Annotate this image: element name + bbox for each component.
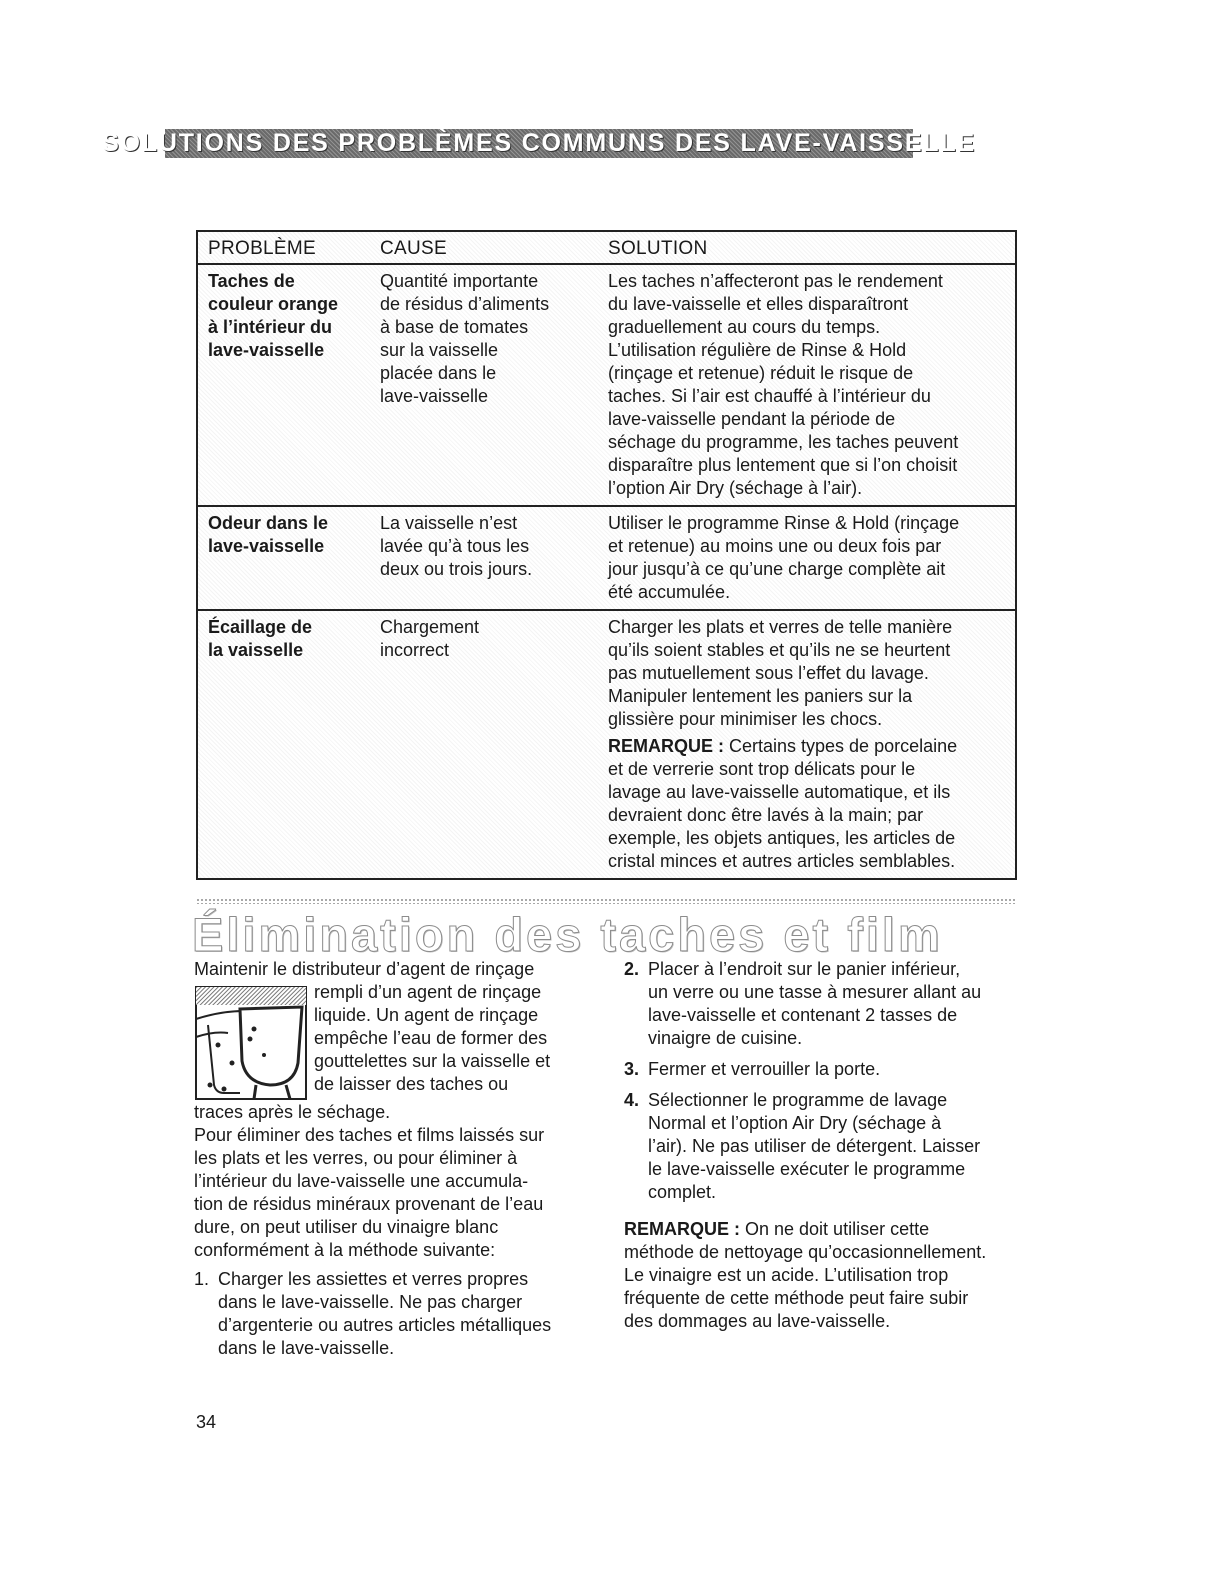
list-item bbox=[624, 1058, 1020, 1081]
line: à l’intérieur du bbox=[208, 317, 333, 337]
line: lave-vaisselle bbox=[208, 536, 325, 556]
intro-wrap-line: empêche l’eau de former des bbox=[314, 1028, 548, 1048]
line: Chargement bbox=[380, 617, 480, 637]
line: (rinçage et retenue) réduit le risque de bbox=[608, 363, 914, 383]
line: dure, on peut utiliser du vinaigre blanc bbox=[194, 1217, 499, 1237]
line: dans le lave-vaisselle. bbox=[218, 1338, 395, 1358]
line: Certains types de porcelaine bbox=[724, 736, 958, 756]
line: séchage du programme, les taches peuvent bbox=[608, 432, 959, 452]
cause-cell bbox=[370, 610, 598, 879]
line: La vaisselle n’est bbox=[380, 513, 518, 533]
line: l’intérieur du lave-vaisselle une accumula- bbox=[194, 1171, 529, 1191]
header-problem: PROBLÈME bbox=[197, 231, 370, 264]
header-cause: CAUSE bbox=[370, 231, 598, 264]
line: devraient donc être lavés à la main; par bbox=[608, 805, 924, 825]
intro-wrap-line: liquide. Un agent de rinçage bbox=[314, 1005, 539, 1025]
line: d’argenterie ou autres articles métalliques bbox=[218, 1315, 552, 1335]
line: jour jusqu’à ce qu’une charge complète ait bbox=[608, 559, 946, 579]
line: incorrect bbox=[380, 640, 450, 660]
right-column bbox=[624, 958, 1020, 1333]
intro-wrap-line: rempli d’un agent de rinçage bbox=[314, 982, 542, 1002]
line: glissière pour minimiser les chocs. bbox=[608, 709, 883, 729]
line: Placer à l’endroit sur le panier inférieur, bbox=[648, 959, 961, 979]
table-row bbox=[197, 610, 1016, 879]
table-row bbox=[197, 506, 1016, 610]
intro-wrap-line: de laisser des taches ou bbox=[314, 1074, 509, 1094]
step-number: 4. bbox=[624, 1090, 640, 1110]
solution-cell bbox=[598, 610, 1016, 879]
problem-cell bbox=[197, 264, 370, 506]
line: lave-vaisselle bbox=[380, 386, 489, 406]
section-banner bbox=[102, 129, 976, 158]
line: Fermer et verrouiller la porte. bbox=[648, 1059, 881, 1079]
line: dans le lave-vaisselle. Ne pas charger bbox=[218, 1292, 523, 1312]
intro-wrap-line: gouttelettes sur la vaisselle et bbox=[314, 1051, 551, 1071]
line: l’air). Ne pas utiliser de détergent. Laisser bbox=[648, 1136, 981, 1156]
intro-end-line: traces après le séchage. bbox=[194, 1102, 391, 1122]
line: complet. bbox=[648, 1182, 717, 1202]
line: taches. Si l’air est chauffé à l’intérieur du bbox=[608, 386, 931, 406]
steps-list bbox=[194, 1268, 592, 1360]
cause-cell bbox=[370, 506, 598, 610]
rinse-aid-glass-icon bbox=[194, 985, 308, 1101]
cause-cell bbox=[370, 264, 598, 506]
line: méthode de nettoyage qu’occasionnellement. bbox=[624, 1242, 987, 1262]
banner-title: SOLUTIONS DES PROBLÈMES COMMUNS DES LAVE-VAISSELLE bbox=[102, 129, 976, 157]
steps-list bbox=[624, 958, 1020, 1204]
line: été accumulée. bbox=[608, 582, 731, 602]
line: qu’ils soient stables et qu’ils ne se heurtent bbox=[608, 640, 951, 660]
remark bbox=[608, 735, 1015, 873]
line: lave-vaisselle pendant la période de bbox=[608, 409, 896, 429]
line: Charger les assiettes et verres propres bbox=[218, 1269, 529, 1289]
line: un verre ou une tasse à mesurer allant au bbox=[648, 982, 982, 1002]
list-item bbox=[194, 1268, 592, 1360]
line: cristal minces et autres articles semblables. bbox=[608, 851, 956, 871]
header-solution: SOLUTION bbox=[598, 231, 1016, 264]
line: lavage au lave-vaisselle automatique, et ils bbox=[608, 782, 951, 802]
remark-label: REMARQUE : bbox=[608, 736, 724, 756]
line: couleur orange bbox=[208, 294, 339, 314]
line: On ne doit utiliser cette bbox=[740, 1219, 930, 1239]
remark bbox=[624, 1218, 1020, 1333]
line: L’utilisation régulière de Rinse & Hold bbox=[608, 340, 907, 360]
line: graduellement au cours du temps. bbox=[608, 317, 881, 337]
solution-cell bbox=[598, 506, 1016, 610]
line: sur la vaisselle bbox=[380, 340, 499, 360]
line: Écaillage de bbox=[208, 617, 313, 637]
line: Charger les plats et verres de telle manière bbox=[608, 617, 953, 637]
line: lavée qu’à tous les bbox=[380, 536, 530, 556]
line: Utiliser le programme Rinse & Hold (rinçage bbox=[608, 513, 960, 533]
line: l’option Air Dry (séchage à l’air). bbox=[608, 478, 863, 498]
table-row bbox=[197, 264, 1016, 506]
problem-cell bbox=[197, 610, 370, 879]
dotted-divider bbox=[196, 898, 1017, 904]
line: lave-vaisselle et contenant 2 tasses de bbox=[648, 1005, 958, 1025]
line: tion de résidus minéraux provenant de l’eau bbox=[194, 1194, 544, 1214]
page-number: 34 bbox=[196, 1412, 217, 1432]
intro-first-line: Maintenir le distributeur d’agent de rinçage bbox=[194, 959, 535, 979]
step-number: 3. bbox=[624, 1059, 640, 1079]
line: le lave-vaisselle exécuter le programme bbox=[648, 1159, 966, 1179]
troubleshooting-table bbox=[196, 230, 1017, 880]
line: placée dans le bbox=[380, 363, 497, 383]
line: Manipuler lentement les paniers sur la bbox=[608, 686, 913, 706]
line: fréquente de cette méthode peut faire subir bbox=[624, 1288, 969, 1308]
solution-cell bbox=[598, 264, 1016, 506]
step-number: 1. bbox=[194, 1269, 210, 1289]
list-item bbox=[624, 1089, 1020, 1204]
list-item bbox=[624, 958, 1020, 1050]
section-title: Élimination des taches et film bbox=[192, 908, 943, 961]
line: du lave-vaisselle et elles disparaîtront bbox=[608, 294, 909, 314]
line: et de verrerie sont trop délicats pour le bbox=[608, 759, 916, 779]
line: Le vinaigre est un acide. L’utilisation trop bbox=[624, 1265, 949, 1285]
line: conformément à la méthode suivante: bbox=[194, 1240, 496, 1260]
line: Pour éliminer des taches et films laissés sur bbox=[194, 1125, 545, 1145]
line: Quantité importante bbox=[380, 271, 539, 291]
left-column bbox=[194, 958, 592, 1368]
line: vinaigre de cuisine. bbox=[648, 1028, 803, 1048]
line: Sélectionner le programme de lavage bbox=[648, 1090, 948, 1110]
step-number: 2. bbox=[624, 959, 640, 979]
line: de résidus d’aliments bbox=[380, 294, 550, 314]
remark-label: REMARQUE : bbox=[624, 1219, 740, 1239]
line: deux ou trois jours. bbox=[380, 559, 533, 579]
line: les plats et les verres, ou pour éliminer à bbox=[194, 1148, 518, 1168]
problem-cell bbox=[197, 506, 370, 610]
line: Les taches n’affecteront pas le rendement bbox=[608, 271, 943, 291]
line: disparaître plus lentement que si l’on choisit bbox=[608, 455, 958, 475]
line: lave-vaisselle bbox=[208, 340, 325, 360]
line: Taches de bbox=[208, 271, 295, 291]
line: à base de tomates bbox=[380, 317, 529, 337]
line: exemple, les objets antiques, les articles de bbox=[608, 828, 956, 848]
line: pas mutuellement sous l’effet du lavage. bbox=[608, 663, 929, 683]
line: et retenue) au moins une ou deux fois par bbox=[608, 536, 942, 556]
table-header-row bbox=[197, 231, 1016, 264]
line: la vaisselle bbox=[208, 640, 304, 660]
line: Odeur dans le bbox=[208, 513, 329, 533]
method-paragraph bbox=[194, 1124, 592, 1262]
line: des dommages au lave-vaisselle. bbox=[624, 1311, 891, 1331]
line: Normal et l’option Air Dry (séchage à bbox=[648, 1113, 942, 1133]
